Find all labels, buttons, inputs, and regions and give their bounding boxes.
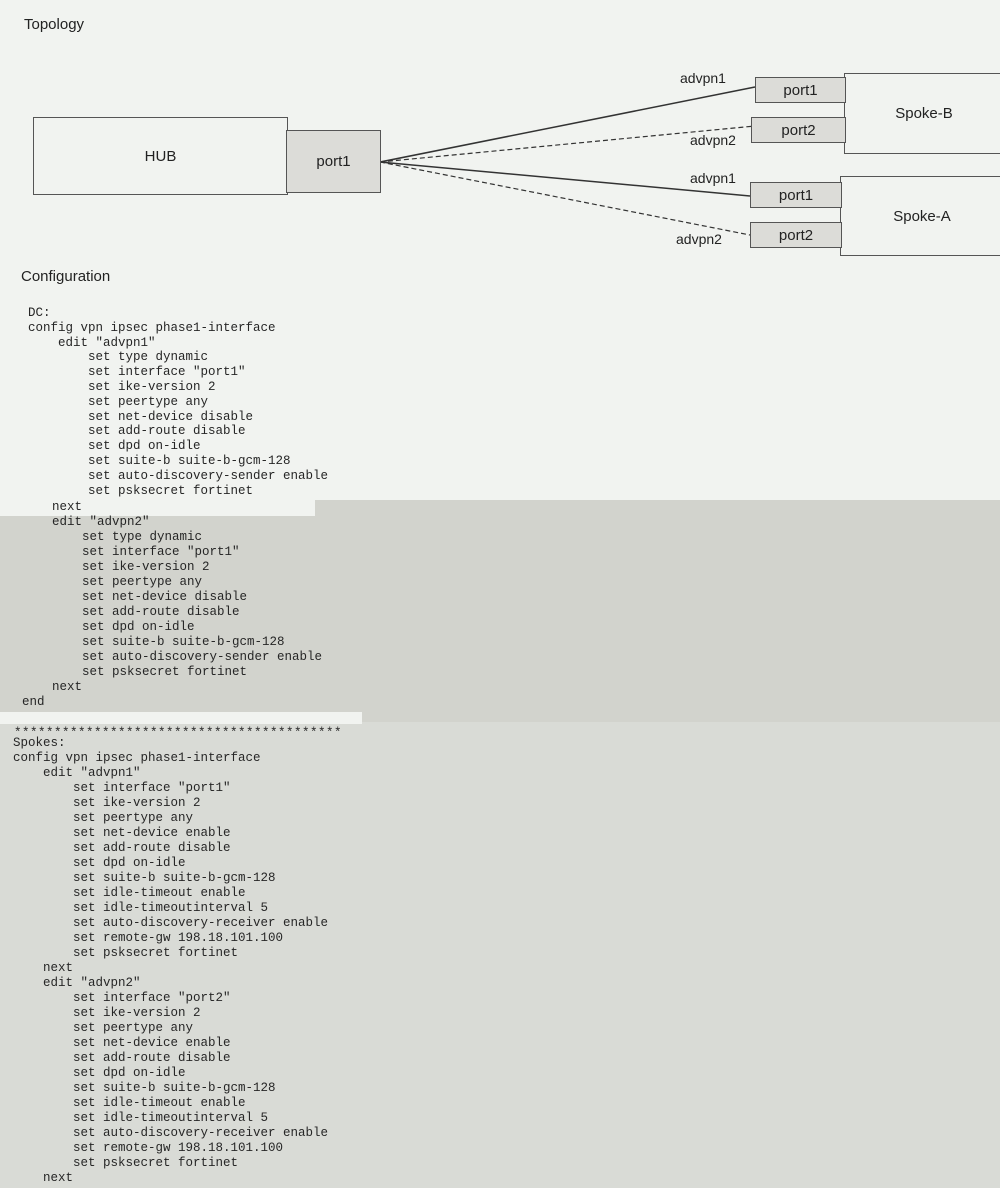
config-line: set psksecret fortinet [13,946,239,960]
config-line: set peertype any [28,394,209,409]
config-line: set ike-version 2 [13,1006,201,1020]
config-line: set interface "port1" [13,781,231,795]
config-line: edit "advpn2" [22,515,150,529]
separator-line: ***************************************** [14,726,343,740]
dc-config-block-continued [22,500,322,710]
hub-port1: port1 [286,130,381,193]
config-line: set auto-discovery-sender enable [28,468,329,483]
config-line: set peertype any [22,575,203,589]
config-line: Spokes: [13,736,66,750]
hub-label: HUB [144,147,177,165]
spoke-b-port2: port2 [751,117,846,143]
config-line: set dpd on-idle [28,439,201,454]
spoke-a-port1: port1 [750,182,842,208]
config-line: set net-device enable [13,826,231,840]
config-line: set idle-timeoutinterval 5 [13,901,269,915]
config-line: next [13,961,74,975]
config-line: set suite-b suite-b-gcm-128 [13,1081,276,1095]
hub-device [33,117,288,195]
config-line: set add-route disable [13,841,231,855]
config-line: set psksecret fortinet [13,1156,239,1170]
config-line: edit "advpn2" [13,976,141,990]
config-line: set add-route disable [22,605,240,619]
link-spokeb-advpn1 [380,87,755,162]
spoke-a-device [840,176,1000,256]
config-line: set dpd on-idle [13,1066,186,1080]
config-line: set ike-version 2 [28,379,216,394]
config-line: set type dynamic [28,350,209,365]
config-line: set ike-version 2 [13,796,201,810]
config-line: set interface "port1" [28,365,246,380]
config-line: set type dynamic [22,530,203,544]
dc-config-block [28,306,328,498]
config-line: next [22,500,83,514]
config-line: next [22,680,83,694]
config-line: set auto-discovery-sender enable [22,650,323,664]
configuration-title: Configuration [21,268,111,285]
config-line: set remote-gw 198.18.101.100 [13,931,284,945]
link-label-spokea-advpn2: advpn2 [676,231,722,247]
config-line: set add-route disable [28,424,246,439]
config-line: set suite-b suite-b-gcm-128 [13,871,276,885]
config-line: end [22,695,45,709]
spoke-b-port1: port1 [755,77,846,103]
config-line: set auto-discovery-receiver enable [13,916,329,930]
config-line: set dpd on-idle [22,620,195,634]
config-line: set suite-b suite-b-gcm-128 [22,635,285,649]
config-line: edit "advpn1" [28,335,156,350]
spokes-config-block [13,736,328,1186]
spoke-b-device [844,73,1000,154]
config-line: set suite-b suite-b-gcm-128 [28,453,291,468]
config-line: set add-route disable [13,1051,231,1065]
config-line: edit "advpn1" [13,766,141,780]
config-line: set auto-discovery-receiver enable [13,1126,329,1140]
config-line: set net-device disable [22,590,248,604]
spoke-b-label: Spoke-B [895,105,953,122]
config-line: set net-device enable [13,1036,231,1050]
config-line: set peertype any [13,1021,194,1035]
config-line: set idle-timeout enable [13,886,246,900]
config-line: set peertype any [13,811,194,825]
panel-overlap-strip [0,712,362,724]
config-line: set psksecret fortinet [22,665,248,679]
link-label-spokeb-advpn2: advpn2 [690,132,736,148]
config-line: next [13,1171,74,1185]
topology-title: Topology [24,16,85,33]
config-line: set psksecret fortinet [28,483,254,498]
config-line: config vpn ipsec phase1-interface [28,320,276,335]
spoke-a-port2: port2 [750,222,842,248]
link-label-spokea-advpn1: advpn1 [690,170,736,186]
config-line: set dpd on-idle [13,856,186,870]
link-label-spokeb-advpn1: advpn1 [680,70,726,86]
config-line: set interface "port2" [13,991,231,1005]
config-line: set idle-timeout enable [13,1096,246,1110]
config-line: set net-device disable [28,409,254,424]
config-line: config vpn ipsec phase1-interface [13,751,261,765]
config-line: set ike-version 2 [22,560,210,574]
config-line: set idle-timeoutinterval 5 [13,1111,269,1125]
config-line: set remote-gw 198.18.101.100 [13,1141,284,1155]
config-line: set interface "port1" [22,545,240,559]
config-line: DC: [28,306,51,320]
spoke-a-label: Spoke-A [893,207,951,225]
